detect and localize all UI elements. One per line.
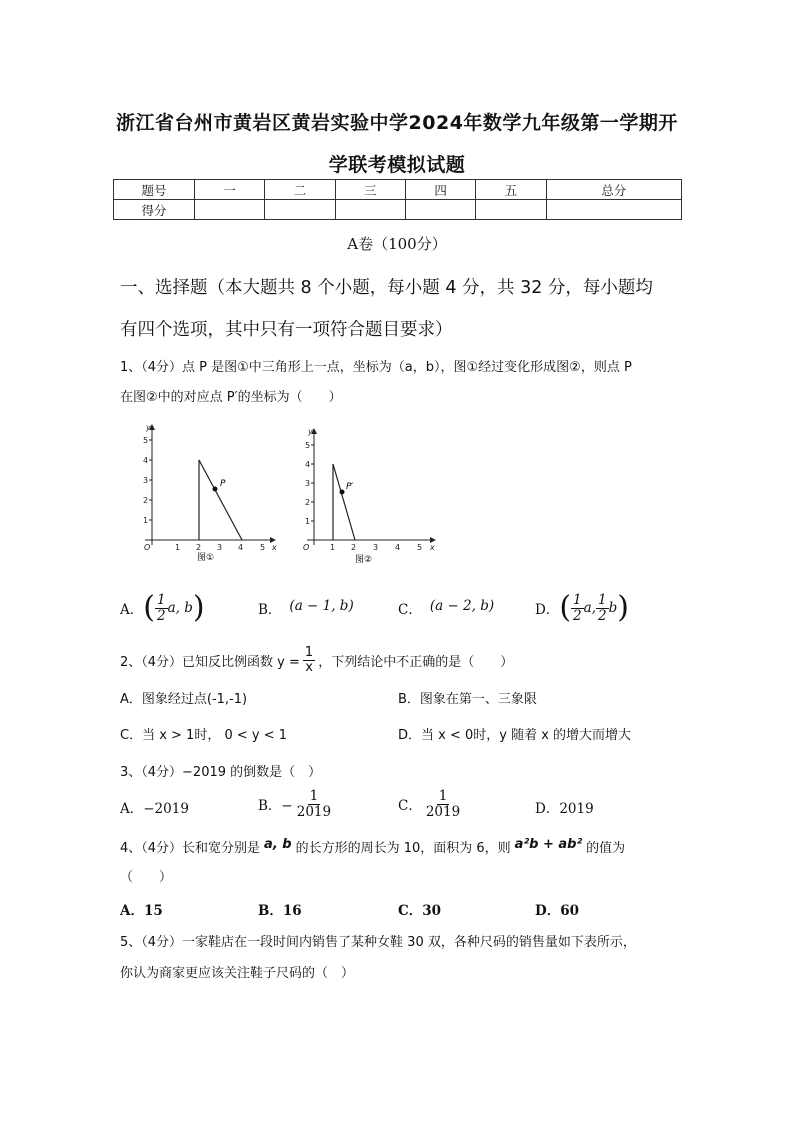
table-cell: 五 xyxy=(476,180,546,200)
svg-text:1: 1 xyxy=(330,543,336,552)
svg-text:1: 1 xyxy=(175,543,181,552)
score-cell xyxy=(265,200,335,220)
question-2-prefix: 2、（4分）已知反比例函数 y = xyxy=(120,654,300,670)
table-cell: 总分 xyxy=(546,180,681,200)
option-c[interactable]: C．当 x > 1时， 0 < y < 1 xyxy=(120,728,288,743)
score-cell xyxy=(546,200,681,220)
svg-text:4: 4 xyxy=(305,460,311,469)
svg-text:3: 3 xyxy=(305,479,311,488)
question-2-text xyxy=(120,642,513,678)
figure-2-caption: 图② xyxy=(355,555,373,565)
page-title: 浙江省台州市黄岩区黄岩实验中学2024年数学九年级第一学期开 xyxy=(116,112,678,134)
question-3-text: 3、（4分）−2019 的倒数是（ ） xyxy=(120,765,322,780)
figure-1-caption: 图① xyxy=(197,553,215,563)
svg-text:1: 1 xyxy=(305,517,311,526)
svg-text:3: 3 xyxy=(373,543,379,552)
option-b[interactable]: B．图象在第一、三象限 xyxy=(398,692,537,707)
page-title-line2: 学联考模拟试题 xyxy=(328,154,466,176)
figure-2 xyxy=(295,425,445,570)
svg-text:1: 1 xyxy=(143,516,149,525)
question-4-part: 的长方形的周长为 10，面积为 6，则 xyxy=(295,841,511,856)
origin-label: O xyxy=(144,543,151,552)
numerator: 1 xyxy=(156,592,166,609)
fraction xyxy=(155,593,168,622)
table-cell: 题号 xyxy=(114,180,195,200)
svg-text:2: 2 xyxy=(305,498,311,507)
svg-text:4: 4 xyxy=(238,543,244,552)
point-p-label: P xyxy=(220,479,226,489)
point-p-prime-label: P′ xyxy=(346,482,354,492)
svg-text:2: 2 xyxy=(196,543,202,552)
fraction xyxy=(571,593,584,622)
question-1-text: 1、（4分）点 P 是图①中三角形上一点，坐标为（a，b），图①经过变化形成图②，则点 P xyxy=(120,360,632,375)
question-2-suffix: ，下列结论中不正确的是（ ） xyxy=(318,654,514,670)
fraction xyxy=(303,646,315,674)
question-4-vars: a, b xyxy=(264,837,292,852)
svg-text:2: 2 xyxy=(351,543,357,552)
table-cell: 得分 xyxy=(114,200,195,220)
question-4-part: 4、（4分）长和宽分别是 xyxy=(120,841,261,856)
svg-text:3: 3 xyxy=(143,476,149,485)
fraction xyxy=(424,789,462,818)
option-a[interactable]: A．−2019 xyxy=(120,801,189,817)
score-cell xyxy=(335,200,405,220)
table-cell: 三 xyxy=(335,180,405,200)
numerator: 1 xyxy=(573,592,582,609)
svg-text:5: 5 xyxy=(260,543,266,552)
question-1-text-line2: 在图②中的对应点 P′的坐标为（ ） xyxy=(120,390,342,405)
option-label: B． xyxy=(258,602,282,618)
score-cell xyxy=(476,200,546,220)
score-cell xyxy=(195,200,265,220)
option-b[interactable] xyxy=(258,598,354,618)
option-d-text: a, xyxy=(583,600,596,616)
question-4-part: 的值为 xyxy=(586,841,626,856)
numerator: 1 xyxy=(309,788,319,805)
svg-text:5: 5 xyxy=(305,441,311,450)
option-label: A． xyxy=(120,602,144,618)
numerator: 1 xyxy=(597,592,607,609)
denominator: 2019 xyxy=(296,803,332,820)
section-heading-line2: 有四个选项，其中只有一项符合题目要求） xyxy=(120,320,453,340)
question-5-text: 5、（4分）一家鞋店在一段时间内销售了某种女鞋 30 双，各种尺码的销售量如下表所示， xyxy=(120,935,636,950)
axis-x-label: x xyxy=(272,543,277,552)
score-table xyxy=(113,179,682,220)
question-5-text-line2: 你认为商家更应该关注鞋子尺码的（ ） xyxy=(120,966,355,981)
axis-x-label: x xyxy=(430,543,435,552)
svg-text:3: 3 xyxy=(217,543,223,552)
question-4-blank: （ ） xyxy=(120,870,173,885)
option-a[interactable]: A．图象经过点(-1,-1) xyxy=(120,692,248,707)
svg-text:5: 5 xyxy=(143,436,149,445)
numerator: 1 xyxy=(438,788,448,805)
option-c-text: (a − 2, b) xyxy=(429,598,495,614)
denominator: 2 xyxy=(156,607,166,624)
option-d-text-end: b xyxy=(608,600,618,616)
axis-y-label: y xyxy=(308,427,313,436)
origin-label: O xyxy=(303,543,310,552)
option-b[interactable] xyxy=(258,786,333,822)
option-d[interactable]: D．当 x < 0时，y 随着 x 的增大而增大 xyxy=(398,728,632,743)
option-label: C． xyxy=(398,798,422,814)
volume-heading: A卷（100分） xyxy=(347,235,447,253)
denominator: 2 xyxy=(573,607,582,624)
svg-text:5: 5 xyxy=(417,543,423,552)
table-cell: 二 xyxy=(265,180,335,200)
table-cell: 一 xyxy=(195,180,265,200)
option-d[interactable]: D．2019 xyxy=(535,801,594,817)
table-cell: 四 xyxy=(405,180,475,200)
denominator: x xyxy=(305,659,313,675)
svg-text:4: 4 xyxy=(143,456,149,465)
table-row xyxy=(114,200,682,220)
numerator: 1 xyxy=(304,644,314,660)
option-label: B．− xyxy=(258,798,293,814)
option-a[interactable]: A． ( $\frac{1}{2}$ a, b ) xyxy=(120,590,205,625)
option-a-text: a, b xyxy=(167,600,193,616)
svg-text:4: 4 xyxy=(395,543,401,552)
denominator: 2019 xyxy=(425,803,461,820)
fraction xyxy=(295,789,333,818)
option-c[interactable] xyxy=(398,598,494,618)
option-c[interactable] xyxy=(398,786,462,822)
option-label: C． xyxy=(398,602,422,618)
question-4-text xyxy=(120,837,625,856)
option-c[interactable]: C．30 xyxy=(398,903,442,919)
option-a[interactable]: A．15 xyxy=(120,903,163,919)
table-row xyxy=(114,180,682,200)
svg-text:2: 2 xyxy=(143,496,149,505)
option-d[interactable]: D．60 xyxy=(535,903,579,919)
figure-1 xyxy=(130,420,280,570)
question-4-expression: a²b + ab² xyxy=(514,837,583,852)
denominator: 2 xyxy=(597,607,607,624)
option-b-text: (a − 1, b) xyxy=(289,598,354,614)
option-b[interactable]: B．16 xyxy=(258,903,302,919)
option-label: D． xyxy=(535,602,560,618)
axis-y-label: y xyxy=(146,423,151,432)
score-cell xyxy=(405,200,475,220)
option-d[interactable]: D． ( $\frac{1}{2}$ a, $\frac{1}{2}$ b ) xyxy=(535,590,629,625)
fraction xyxy=(596,593,609,622)
section-heading: 一、选择题（本大题共 8 个小题，每小题 4 分，共 32 分，每小题均 xyxy=(120,278,653,298)
